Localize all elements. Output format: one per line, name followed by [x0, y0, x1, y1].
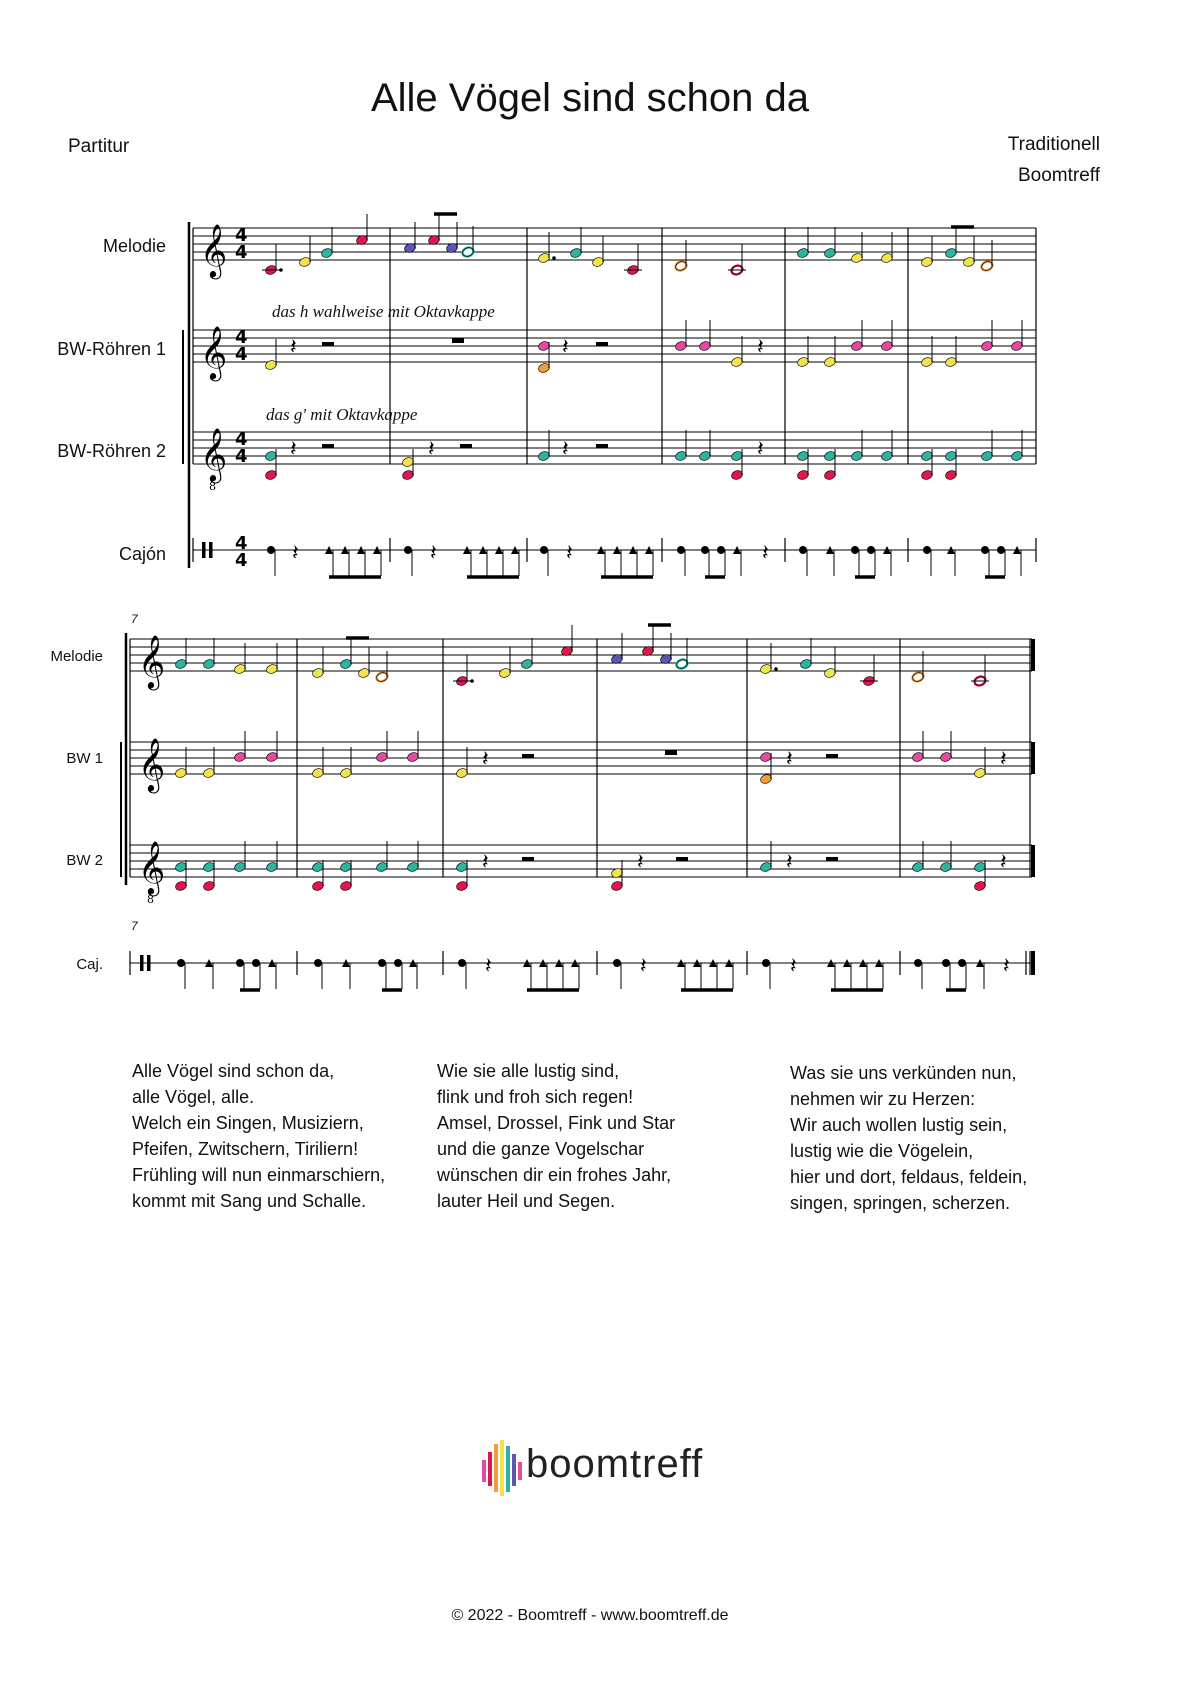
verse-line: Frühling will nun einmarschiern,: [132, 1165, 386, 1185]
staff-label-melodie: Melodie: [102, 236, 166, 256]
cajon-bass: [851, 546, 859, 554]
quarter-rest: 𝄽: [786, 850, 793, 875]
final-barline: [1031, 845, 1035, 877]
quarter-rest: 𝄽: [566, 541, 573, 566]
verse-line: singen, springen, scherzen.: [790, 1193, 1011, 1213]
percussion-clef-icon: [209, 542, 213, 558]
quarter-rest: 𝄽: [562, 335, 569, 360]
quarter-rest: 𝄽: [482, 747, 489, 772]
score-subtitle: Partitur: [68, 136, 130, 157]
cajon-bass: [942, 959, 950, 967]
verse-3: [790, 1060, 1027, 1216]
half-rest: [322, 444, 334, 448]
measure-number: 7: [131, 612, 138, 626]
staff-label-melodie-2: Melodie: [50, 648, 103, 665]
verse-line: alle Vögel, alle.: [132, 1087, 255, 1107]
staff-label-bw1-2: BW 1: [66, 750, 103, 767]
cajon-bass: [252, 959, 260, 967]
treble-clef-icon: 𝄞: [138, 840, 166, 894]
whole-rest: [665, 750, 677, 755]
treble-clef-icon: 𝄞: [138, 737, 166, 791]
time-signature-top: 4: [235, 225, 248, 246]
cajon-bass: [540, 546, 548, 554]
cajon-bass: [404, 546, 412, 554]
verse-line: flink und froh sich regen!: [437, 1087, 634, 1107]
cajon-bass: [867, 546, 875, 554]
treble-clef-icon: 𝄞: [138, 634, 166, 688]
cajon-bass: [267, 546, 275, 554]
cajon-bass: [997, 546, 1005, 554]
time-signature-top: 4: [235, 429, 248, 450]
final-barline: [1031, 742, 1035, 774]
logo-bars-icon: [480, 1438, 528, 1498]
octave-eight: 8: [209, 480, 216, 493]
staff-label-bw1: BW-Röhren 1: [57, 339, 166, 359]
verse-line: nehmen wir zu Herzen:: [790, 1089, 976, 1109]
quarter-rest: 𝄽: [757, 437, 764, 462]
verse-line: wünschen dir ein frohes Jahr,: [437, 1165, 672, 1185]
half-rest: [596, 444, 608, 448]
treble-clef-icon: 𝄞: [200, 427, 228, 481]
treble-clef-icon: 𝄞: [200, 325, 228, 379]
cajon-bass: [717, 546, 725, 554]
annotation-oktavkappe-h: das h wahlweise mit Oktavkappe: [272, 302, 495, 321]
boomtreff-logo: [480, 1438, 720, 1498]
cajon-bass: [394, 959, 402, 967]
quarter-rest: 𝄽: [1000, 850, 1007, 875]
final-barline: [1031, 639, 1035, 671]
cajon-bass: [914, 959, 922, 967]
time-signature-bottom: 4: [235, 446, 248, 467]
arranger: Boomtreff: [1017, 165, 1100, 186]
final-barline: [1031, 951, 1035, 975]
percussion-clef-icon: [202, 542, 206, 558]
quarter-rest: 𝄽: [562, 437, 569, 462]
half-rest: [460, 444, 472, 448]
whole-rest: [452, 338, 464, 343]
percussion-clef-icon: [140, 955, 144, 971]
quarter-rest: 𝄽: [757, 335, 764, 360]
cajon-bass: [378, 959, 386, 967]
verse-line: Wir auch wollen lustig sein,: [790, 1115, 1008, 1135]
staff-label-bw2: BW-Röhren 2: [57, 441, 166, 461]
quarter-rest: 𝄽: [786, 747, 793, 772]
cajon-bass: [613, 959, 621, 967]
verse-line: Welch ein Singen, Musiziern,: [132, 1113, 364, 1133]
cajon-bass: [799, 546, 807, 554]
cajon-bass: [701, 546, 709, 554]
time-signature-bottom: 4: [235, 550, 248, 571]
dot: [552, 256, 556, 260]
cajon-bass: [677, 546, 685, 554]
half-rest: [596, 342, 608, 346]
copyright-footer: © 2022 - Boomtreff - www.boomtreff.de: [451, 1607, 729, 1624]
cajon-bass: [236, 959, 244, 967]
time-signature-top: 4: [235, 327, 248, 348]
verse-1: [132, 1058, 385, 1214]
quarter-rest: 𝄽: [790, 954, 797, 979]
verse-line: Was sie uns verkünden nun,: [790, 1063, 1017, 1083]
half-rest: [522, 857, 534, 861]
staff-label-bw2-2: BW 2: [66, 852, 103, 869]
verse-line: lauter Heil und Segen.: [437, 1191, 616, 1211]
quarter-rest: 𝄽: [430, 541, 437, 566]
time-signature-top: 4: [235, 533, 248, 554]
verse-line: Amsel, Drossel, Fink und Star: [437, 1113, 676, 1133]
logo-text: boomtreff: [526, 1442, 704, 1486]
verse-line: Alle Vögel sind schon da,: [132, 1061, 335, 1081]
half-rest: [826, 857, 838, 861]
verse-line: lustig wie die Vögelein,: [790, 1141, 974, 1161]
half-rest: [322, 342, 334, 346]
half-rest: [826, 754, 838, 758]
verse-line: und die ganze Vogelschar: [437, 1139, 645, 1159]
score-title: Alle Vögel sind schon da: [370, 76, 810, 120]
quarter-rest: 𝄽: [1003, 954, 1010, 979]
quarter-rest: 𝄽: [290, 437, 297, 462]
quarter-rest: 𝄽: [637, 850, 644, 875]
cajon-bass: [177, 959, 185, 967]
staff-label-cajon: Cajón: [118, 544, 166, 564]
half-rest: [522, 754, 534, 758]
verse-line: kommt mit Sang und Schalle.: [132, 1191, 367, 1211]
percussion-clef-icon: [147, 955, 151, 971]
annotation-oktavkappe-g: das g' mit Oktavkappe: [266, 405, 418, 424]
quarter-rest: 𝄽: [428, 437, 435, 462]
verse-2: [437, 1058, 675, 1214]
cajon-bass: [958, 959, 966, 967]
verse-line: Wie sie alle lustig sind,: [437, 1061, 620, 1081]
time-signature-bottom: 4: [235, 242, 248, 263]
quarter-rest: 𝄽: [292, 541, 299, 566]
verse-line: Pfeifen, Zwitschern, Tiriliern!: [132, 1139, 359, 1159]
composer: Traditionell: [1007, 134, 1100, 155]
treble-clef-icon: 𝄞: [200, 223, 228, 277]
time-signature-bottom: 4: [235, 344, 248, 365]
cajon-bass: [762, 959, 770, 967]
verse-line: hier und dort, feldaus, feldein,: [790, 1167, 1028, 1187]
octave-eight: 8: [147, 893, 154, 906]
dot: [774, 667, 778, 671]
quarter-rest: 𝄽: [1000, 747, 1007, 772]
quarter-rest: 𝄽: [485, 954, 492, 979]
quarter-rest: 𝄽: [290, 335, 297, 360]
quarter-rest: 𝄽: [640, 954, 647, 979]
cajon-bass: [458, 959, 466, 967]
half-rest: [676, 857, 688, 861]
cajon-bass: [923, 546, 931, 554]
staff-label-cajon-2: Caj.: [76, 956, 103, 973]
cajon-bass: [981, 546, 989, 554]
cajon-bass: [314, 959, 322, 967]
cajon-measure-number: 7: [131, 919, 138, 933]
quarter-rest: 𝄽: [762, 541, 769, 566]
quarter-rest: 𝄽: [482, 850, 489, 875]
